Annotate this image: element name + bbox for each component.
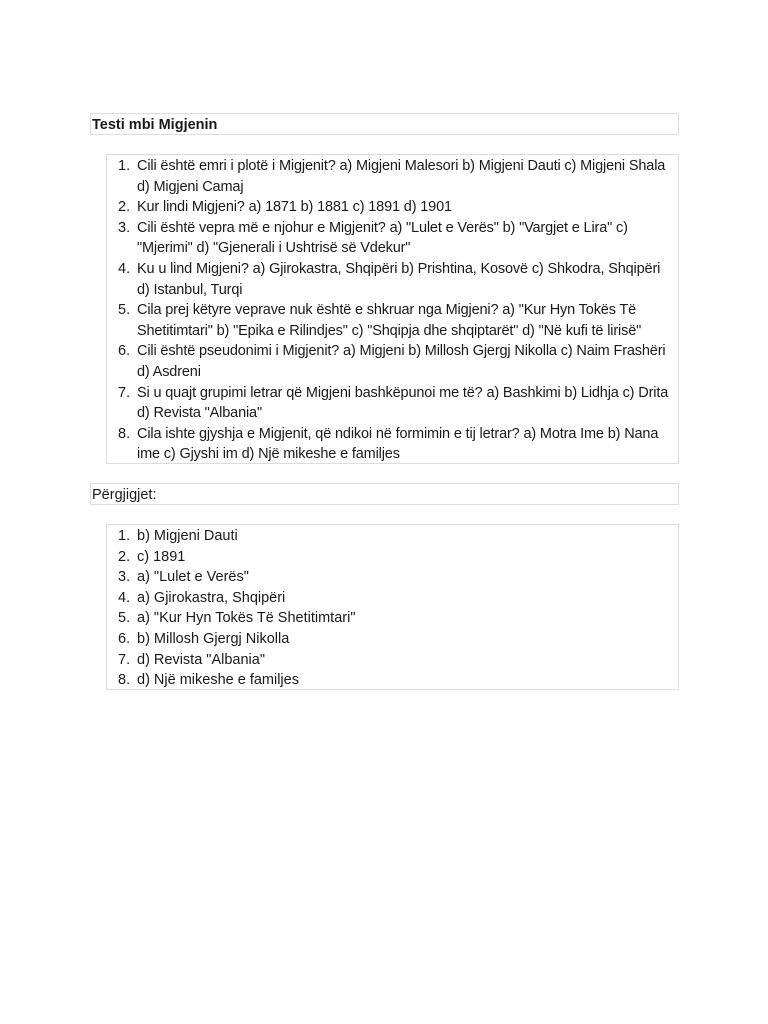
question-item-text: Ku u lind Migjeni? a) Gjirokastra, Shqipëri b) Prishtina, Kosovë c) Shkodra, Shqipëri d) Istanbul, Turqi: [137, 260, 661, 298]
answer-item: [107, 608, 672, 629]
question-item-number: [107, 259, 136, 280]
answers-list-box: [106, 524, 679, 690]
question-item-number: [107, 197, 136, 218]
question-item-text: Kur lindi Migjeni? a) 1871 b) 1881 c) 1891 d) 1901: [137, 199, 452, 216]
answer-item-text: a) Gjirokastra, Shqipëri: [137, 589, 286, 606]
answer-item: [107, 588, 672, 609]
question-item: [107, 300, 672, 341]
question-item-number-text: 8.: [118, 425, 131, 442]
question-item-text: Cili është pseudonimi i Migjenit? a) Migjeni b) Millosh Gjergj Nikolla c) Naim Frashëri d) Asdreni: [137, 343, 666, 380]
answer-item-number: [107, 588, 136, 609]
answer-item-number: [107, 670, 136, 691]
answer-item-number: [107, 547, 136, 568]
question-item-number: [107, 300, 136, 321]
question-item-number-text: 2.: [118, 199, 131, 216]
answer-item-text: a) "Lulet e Verës": [137, 569, 249, 586]
question-item: [107, 197, 672, 218]
question-item-number-text: 1.: [118, 158, 131, 174]
answer-item-text: d) Revista "Albania": [137, 651, 265, 668]
answer-item-number: [107, 526, 136, 547]
answer-item-number: [107, 567, 136, 588]
question-item-number-text: 4.: [118, 260, 131, 277]
answer-item-text: b) Millosh Gjergj Nikolla: [137, 630, 290, 647]
question-item: [107, 218, 672, 259]
question-item-number-text: 6.: [118, 343, 131, 360]
question-item-text: Si u quajt grupimi letrar që Migjeni bashkëpunoi me të? a) Bashkimi b) Lidhja c) Drita d) Revista "Albania": [137, 384, 669, 422]
question-item-text: Cili është vepra më e njohur e Migjenit? a) "Lulet e Verës" b) "Vargjet e Lira" c) "Mjerimi" d) "Gjenerali i Ushtrisë së Vdekur": [137, 219, 628, 257]
answer-item-number-text: 2.: [118, 548, 131, 565]
question-item-number-text: 5.: [118, 302, 131, 319]
answer-item: [107, 670, 672, 691]
answer-item-text: d) Një mikeshe e familjes: [137, 672, 299, 689]
question-item: [107, 383, 672, 424]
answer-item-text: a) "Kur Hyn Tokës Të Shetitimtari": [137, 610, 356, 627]
question-item-number: [107, 341, 136, 362]
answer-item-text: c) 1891: [137, 548, 186, 565]
answer-item-number-text: 4.: [118, 589, 131, 606]
question-item-text: Cila prej këtyre veprave nuk është e shkruar nga Migjeni? a) "Kur Hyn Tokës Të Shetitimtari" b) "Epika e Rilindjes" c) "Shqipja dhe shqiptarët" d) "Në kufi të lirisë": [137, 302, 642, 339]
title-text: Testi mbi Migjenin: [92, 117, 218, 133]
answer-item-number-text: 7.: [118, 651, 131, 668]
answers-heading-text: Përgjigjet:: [92, 487, 157, 503]
answer-item: [107, 526, 672, 547]
answers-heading: [90, 483, 679, 505]
answers-list: [107, 526, 672, 691]
question-item: [107, 259, 672, 300]
question-item-text: Cili është emri i plotë i Migjenit? a) Migjeni Malesori b) Migjeni Dauti c) Migjeni Shala d) Migjeni Camaj: [137, 158, 666, 195]
answer-item-text: b) Migjeni Dauti: [137, 528, 238, 544]
answer-item-number: [107, 608, 136, 629]
question-item-number: [107, 383, 136, 404]
answer-item: [107, 567, 672, 588]
answer-item-number-text: 6.: [118, 630, 131, 647]
answer-item: [107, 629, 672, 650]
question-item-text: Cila ishte gjyshja e Migjenit, që ndikoi në formimin e tij letrar? a) Motra Ime b) Nana ime c) Gjyshi im d) Një mikeshe e familjes: [137, 425, 659, 463]
question-item: [107, 156, 672, 197]
questions-list-box: [106, 154, 679, 464]
question-item-number-text: 3.: [118, 219, 131, 236]
answer-item-number: [107, 650, 136, 671]
question-item-number-text: 7.: [118, 384, 131, 401]
question-item-number: [107, 156, 136, 177]
answer-item-number-text: 5.: [118, 610, 131, 627]
answer-item-number-text: 8.: [118, 672, 131, 689]
question-item-number: [107, 218, 136, 239]
answer-item-number-text: 1.: [118, 528, 131, 544]
answer-item: [107, 547, 672, 568]
answer-item-number-text: 3.: [118, 569, 131, 586]
answer-item: [107, 650, 672, 671]
question-item: [107, 341, 672, 382]
page-title: [90, 113, 679, 135]
question-item: [107, 424, 672, 465]
questions-list: [107, 156, 672, 465]
question-item-number: [107, 424, 136, 445]
answer-item-number: [107, 629, 136, 650]
